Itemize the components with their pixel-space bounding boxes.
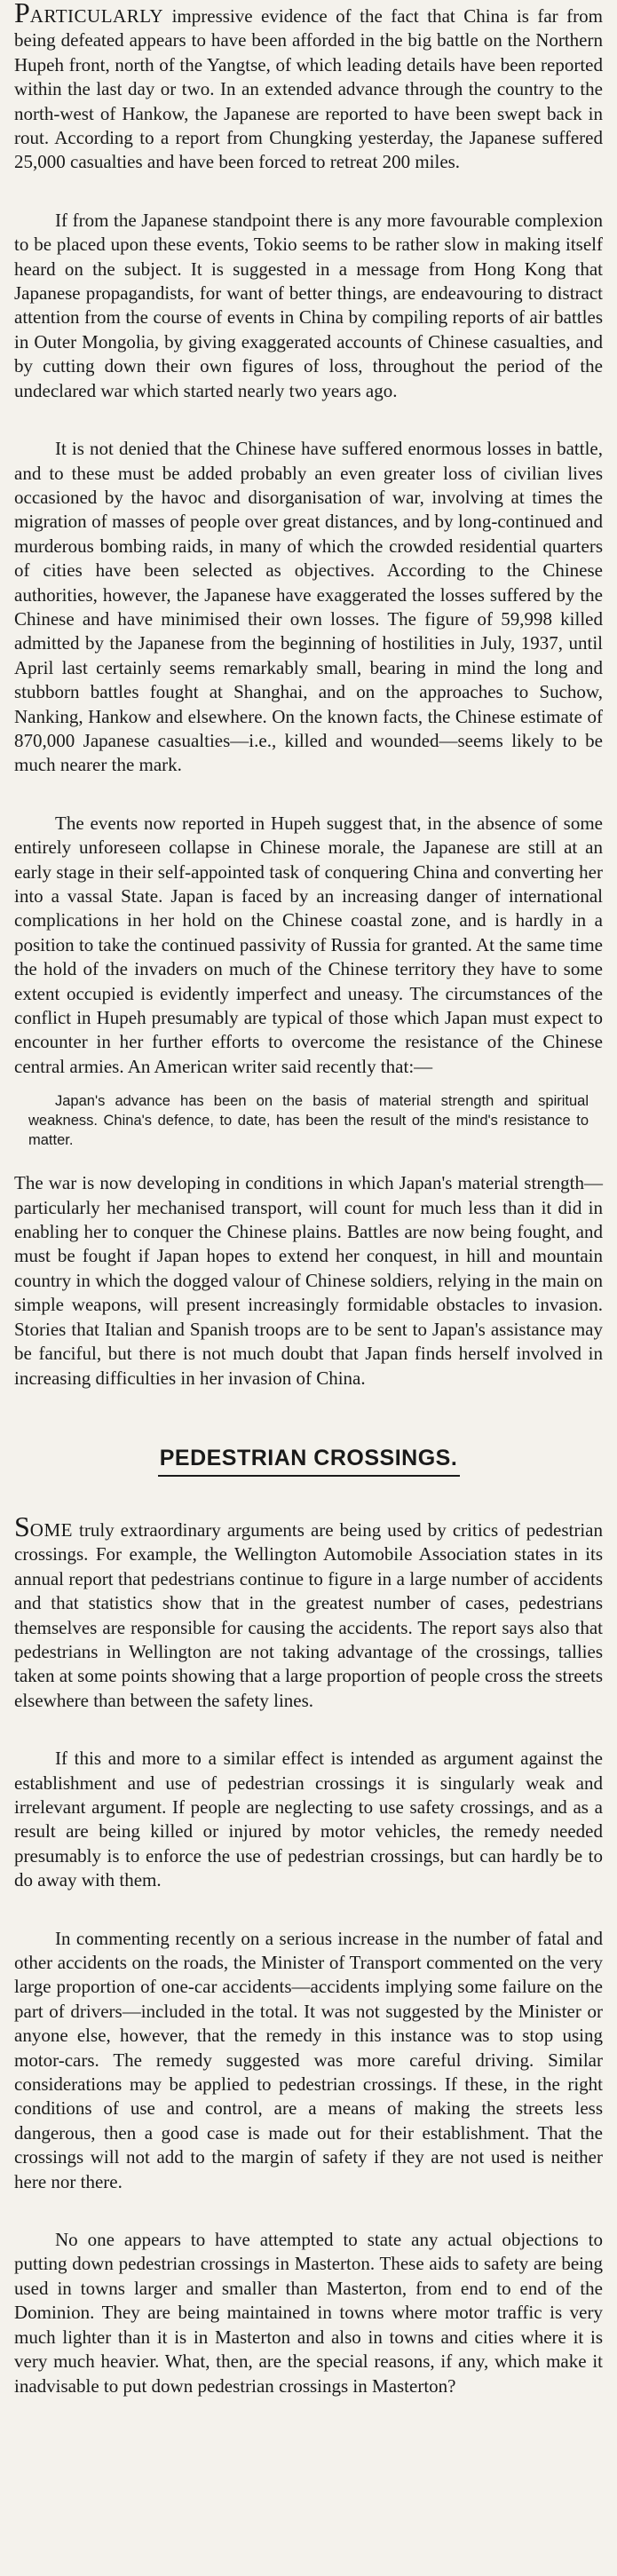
editorial-china-war — [14, 0, 603, 1391]
section-headline — [14, 1446, 603, 1477]
lead-word: ARTICULARLY — [29, 5, 164, 27]
lead-word: OME — [29, 1518, 73, 1541]
paragraph: It is not denied that the Chinese have suffered enormous losses in battle, and to these must be added probably an even greater loss of civilian lives occasioned by the havoc and disorganisation of war, involving at times the migration of masses of people over great distances, and by long-continued and murderous bombing raids, in many of which the crowded residential quarters of cities have been selected as objectives. According to the Chinese authorities, however, the Japanese have exaggerated the losses suffered by the Chinese and have minimised their own losses. The figure of 59,998 killed admitted by the Japanese from the beginning of hostilities in July, 1937, until April last certainly seems remarkably small, bearing in mind the long and stubborn battles fought at Shanghai, and on the approaches to Suchow, Nanking, Hankow and elsewhere. On the known facts, the Chinese estimate of 870,000 Japanese casualties—i.e., killed and wounded—seems likely to be much nearer the mark. — [14, 438, 603, 776]
editorial-pedestrian-crossings — [14, 1510, 603, 2398]
paragraph — [14, 1510, 603, 1713]
paragraph — [14, 0, 603, 175]
paragraph: If this and more to a similar effect is intended as argument against the establishment and use of pedestrian crossings it is singularly weak and irrelevant argument. If people are neglecting to use safety crossings, and as a result are being killed or injured by motor vehicles, the remedy needed presumably is to enforce the use of pedestrian crossings, but can hardly be to do away with them. — [14, 1748, 603, 1891]
headline-text: PEDESTRIAN CROSSINGS. — [159, 1445, 458, 1470]
paragraph: The war is now developing in conditions in which Japan's material strength—particularly her mechanised transport, will count for much less than it did in enabling her to conquer the Chinese plains. Battles are now being fought, and must be fought if Japan hopes to extend her conquest, in hill and mountain country in which the dogged valour of Chinese soldiers, relying in the main on simple weapons, will present increasingly formidable obstacles to invasion. Stories that Italian and Spanish troops are to be sent to Japan's assistance may be fanciful, but there is not much doubt that Japan finds herself involved in increasing difficulties in her invasion of China. — [14, 1172, 603, 1389]
paragraph: In commenting recently on a serious increase in the number of fatal and other accidents on the roads, the Minister of Transport commented on the very large proportion of one-car accidents—accidents implying some failure on the part of drivers—included in the total. It was not suggested by the Minister or anyone else, however, that the remedy in this instance was to stop using motor-cars. The remedy suggested was more careful driving. Similar considerations may be applied to pedestrian crossings. If these, in the right conditions of use and control, are a means of making the streets less dangerous, then a good case is made out for their establishment. That the crossings will not add to the margin of safety if they are not used is neither here nor there. — [14, 1927, 603, 2192]
drop-cap: S — [14, 1510, 30, 1542]
paragraph-text: truly extraordinary arguments are being used by critics of pedestrian crossings. For example, the Wellington Automobile Association states in its annual report that pedestrians continue to figure in a large number of accidents and that statistics show that in the greatest number of cases, pedestrians themselves are responsible for causing the accidents. The report says also that pedestrians in Wellington are not taking advantage of the crossings, tallies taken at some points showing that a large proportion of people cross the streets elsewhere than between the safety lines. — [14, 1518, 603, 1711]
paragraph: No one appears to have attempted to state any actual objections to putting down pedestrian crossings in Masterton. These aids to safety are being used in towns larger and smaller than Masterton, from end to end of the Dominion. They are being maintained in towns where motor traffic is very much lighter than it is in Masterton and also in towns and cities where it is very much heavier. What, then, are the special reasons, if any, which make it inadvisable to put down pedestrian crossings in Masterton? — [14, 2229, 603, 2397]
headline-underline — [158, 1475, 460, 1477]
paragraph: The events now reported in Hupeh suggest that, in the absence of some entirely unforeseen collapse in Chinese morale, the Japanese are still at an early stage in their self-appointed task of conquering China and converting her into a vassal State. Japan is faced by an increasing danger of international complications in her hold on the Chinese coastal zone, and is hardly in a position to take the continued passivity of Russia for granted. At the same time the hold of the invaders on much of the Chinese territory they have to some extent occupied is evidently imperfect and uneasy. The circumstances of the conflict in Hupeh presumably are typical of those which Japan must expect to encounter in her further efforts to overcome the resistance of the Chinese central armies. An American writer said recently that:— — [14, 812, 603, 1077]
block-quote: Japan's advance has been on the basis of material strength and spiritual weakness. China's defence, to date, has been the result of the mind's resistance to matter. — [28, 1093, 589, 1149]
paragraph: If from the Japanese standpoint there is any more favourable complexion to be placed upon these events, Tokio seems to be rather slow in making itself heard on the subject. It is suggested in a message from Hong Kong that Japanese propagandists, for want of better things, are endeavouring to distract attention from the course of events in China by compiling reports of air battles in Outer Mongolia, by giving exaggerated accounts of Chinese casualties, and by cutting down their own figures of loss, throughout the period of the undeclared war which started nearly two years ago. — [14, 209, 603, 401]
drop-cap: P — [14, 0, 30, 28]
paragraph-text: impressive evidence of the fact that China is far from being defeated appears to have been afforded in the big battle on the Northern Hupeh front, north of the Yangtse, of which leading details have been reported within the last day or two. In an extended advance through the country to the north-west of Hankow, the Japanese are reported to have been swept back in rout. According to a report from Chungking yesterday, the Japanese suffered 25,000 casualties and have been forced to retreat 200 miles. — [14, 5, 603, 173]
